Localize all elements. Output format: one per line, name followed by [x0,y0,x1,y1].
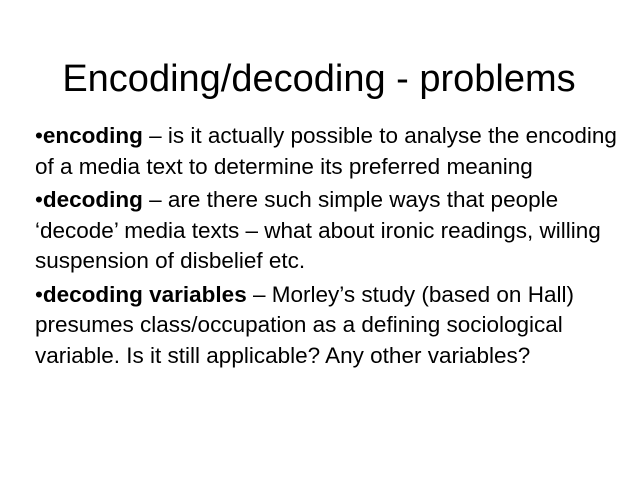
bullet-item-decoding-variables [35,280,635,372]
bullet-text: – is it actually possible to analyse the encoding of a media text to determine its preferred meaning [35,123,617,179]
bullet-term: encoding [42,123,143,148]
bullet-item-encoding [35,121,635,182]
bullet-marker: • [35,281,43,307]
bullet-list [35,121,635,374]
bullet-text: – are there such simple ways that people ‘decode’ media texts – what about ironic readings, willing suspension of disbelief etc. [35,187,601,273]
bullet-term: decoding [42,187,143,212]
bullet-marker: • [35,187,43,212]
slide-title: Encoding/decoding - problems [62,58,576,100]
bullet-text: – Morley’s study (based on Hall) presumes class/occupation as a defining sociological variable. Is it still applicable? Any other variables? [35,281,574,368]
bullet-marker: • [35,123,43,148]
bullet-term: decoding variables [42,281,247,307]
bullet-item-decoding [35,185,635,277]
